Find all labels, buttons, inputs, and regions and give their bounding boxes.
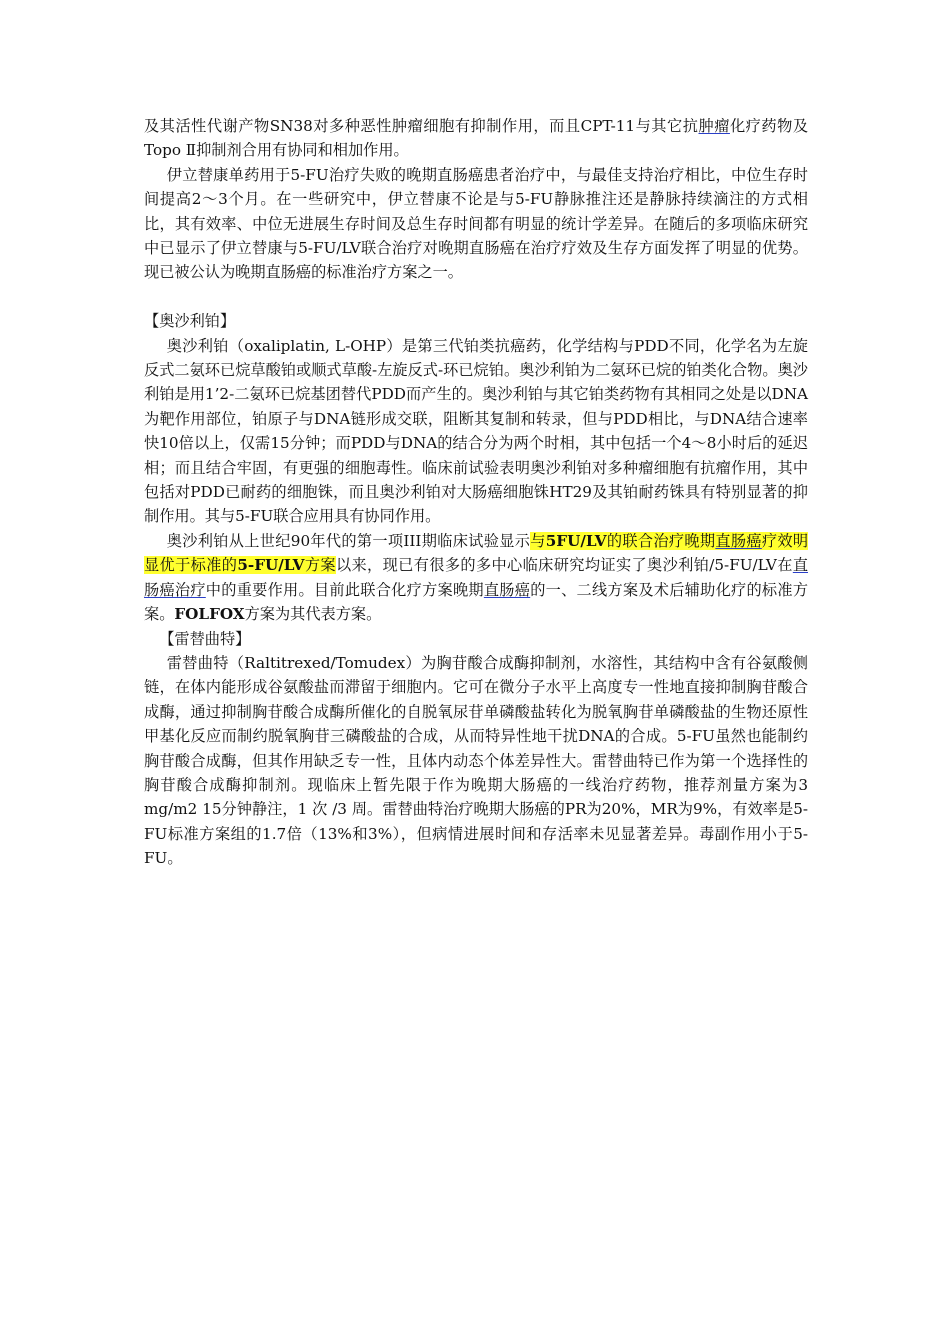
bold-regimen: 5FU/LV (545, 531, 607, 550)
text-run: 及其活性代谢产物SN38对多种恶性肿瘤细胞有抑制作用，而且CPT-11与其它抗 (144, 117, 699, 135)
text-run: 中的重要作用。目前此联合化疗方案晚期 (205, 580, 484, 599)
text-run: 以来，现已有很多的多中心临床研究均证实了奥沙利铂/5-FU/LV在 (335, 556, 793, 575)
text-run: 化疗药物及Topo Ⅱ抑制剂合用有协同和相加作用。 (144, 117, 809, 160)
heading-oxaliplatin: 【奥沙利铂】 (144, 312, 236, 331)
rectal-cancer-treatment-link[interactable]: 直肠癌治疗 (144, 556, 809, 599)
document-page (144, 114, 808, 871)
heading-raltitrexed: 【雷替曲特】 (159, 629, 251, 648)
rectal-cancer-link[interactable]: 直肠癌 (483, 580, 531, 599)
bold-regimen: 5-FU/LV (237, 556, 305, 575)
text-run: 方案为其代表方案。 (244, 605, 382, 624)
tumor-link[interactable]: 肿瘤 (698, 117, 730, 135)
paragraph-oxaliplatin-mechanism: 奥沙利铂（oxaliplatin, L-OHP）是第三代铂类抗癌药，化学结构与PDD不同，化学名为左旋反式二氨环已烷草酸铂或顺式草酸-左旋反式-环已烷铂。奥沙利铂为二氨环已烷的铂类化合物。奥沙利铂是用1’2-二氨环已烷基团替代PDD而产生的。奥沙利铂与其它铂类药物有其相同之处是以DNA为靶作用部位，铂原子与DNA链形成交联，阻断其复制和转录，但与PDD相比，与DNA结合速率快10倍以上，仅需15分钟；而PDD与DNA的结合分为两个时相，其中包括一个4～8小时后的延迟相；而且结合牢固，有更强的细胞毒性。临床前试验表明奥沙利铂对多种瘤细胞有抗瘤作用，其中包括对PDD已耐药的细胞铢，而且奥沙利铂对大肠癌细胞铢HT29及其铂耐药铢具有特别显著的抑制作用。其与5-FU联合应用具有协同作用。 (144, 336, 808, 526)
paragraph-irinotecan-activity (144, 114, 808, 163)
text-run: 奥沙利铂从上世纪90年代的第一项III期临床试验显示 (166, 531, 531, 550)
highlighted-text: 与5FU/LV的联合治疗晚期直肠癌疗效明显优于标准的5-FU/LV方案 (144, 531, 809, 575)
paragraph-irinotecan-monotherapy: 伊立替康单药用于5-FU治疗失败的晚期直肠癌患者治疗中，与最佳支持治疗相比，中位生存时间提高2～3个月。在一些研究中，伊立替康不论是与5-FU静脉推注还是静脉持续滴注的方式相比，其有效率、中位无进展生存时间及总生存时间都有明显的统计学差异。在随后的多项临床研究中已显示了伊立替康与5-FU/LV联合治疗对晚期直肠癌在治疗疗效及生存方面发挥了明显的优势。现已被公认为晚期直肠癌的标准治疗方案之一。 (144, 165, 808, 282)
text-run: 的一、二线方案及术后辅助化疗的标准方案。 (144, 580, 809, 624)
bold-folfox: FOLFOX (174, 605, 245, 624)
paragraph-oxaliplatin-trials (144, 529, 808, 627)
rectal-cancer-link[interactable]: 直肠癌 (715, 531, 762, 550)
blank-line (144, 285, 808, 309)
paragraph-raltitrexed: 雷替曲特（Raltitrexed/Tomudex）为胸苷酸合成酶抑制剂，水溶性，其结构中含有谷氨酸侧链，在体内能形成谷氨酸盐而滞留于细胞内。它可在微分子水平上高度专一性地直接抑制胸苷酸合成酶，通过抑制胸苷酸合成酶所催化的自脱氧尿苷单磷酸盐转化为脱氧胸苷单磷酸盐的生物还原性甲基化反应而制约脱氧胸苷三磷酸盐的合成，从而特异性地干扰DNA的合成。5-FU虽然也能制约胸苷酸合成酶，但其作用缺乏专一性，且体内动态个体差异性大。雷替曲特已作为第一个选择性的胸苷酸合成酶抑制剂。现临床上暂先限于作为晚期大肠癌的一线治疗药物，推荐剂量方案为3 mg/m2 15分钟静注，1 次 /3 周。雷替曲特治疗晚期大肠癌的PR为20%，MR为9%，有效率是5-FU标准方案组的1.7倍（13%和3%），但病情进展时间和存活率未见显著差异。毒副作用小于5-FU。 (144, 653, 808, 868)
